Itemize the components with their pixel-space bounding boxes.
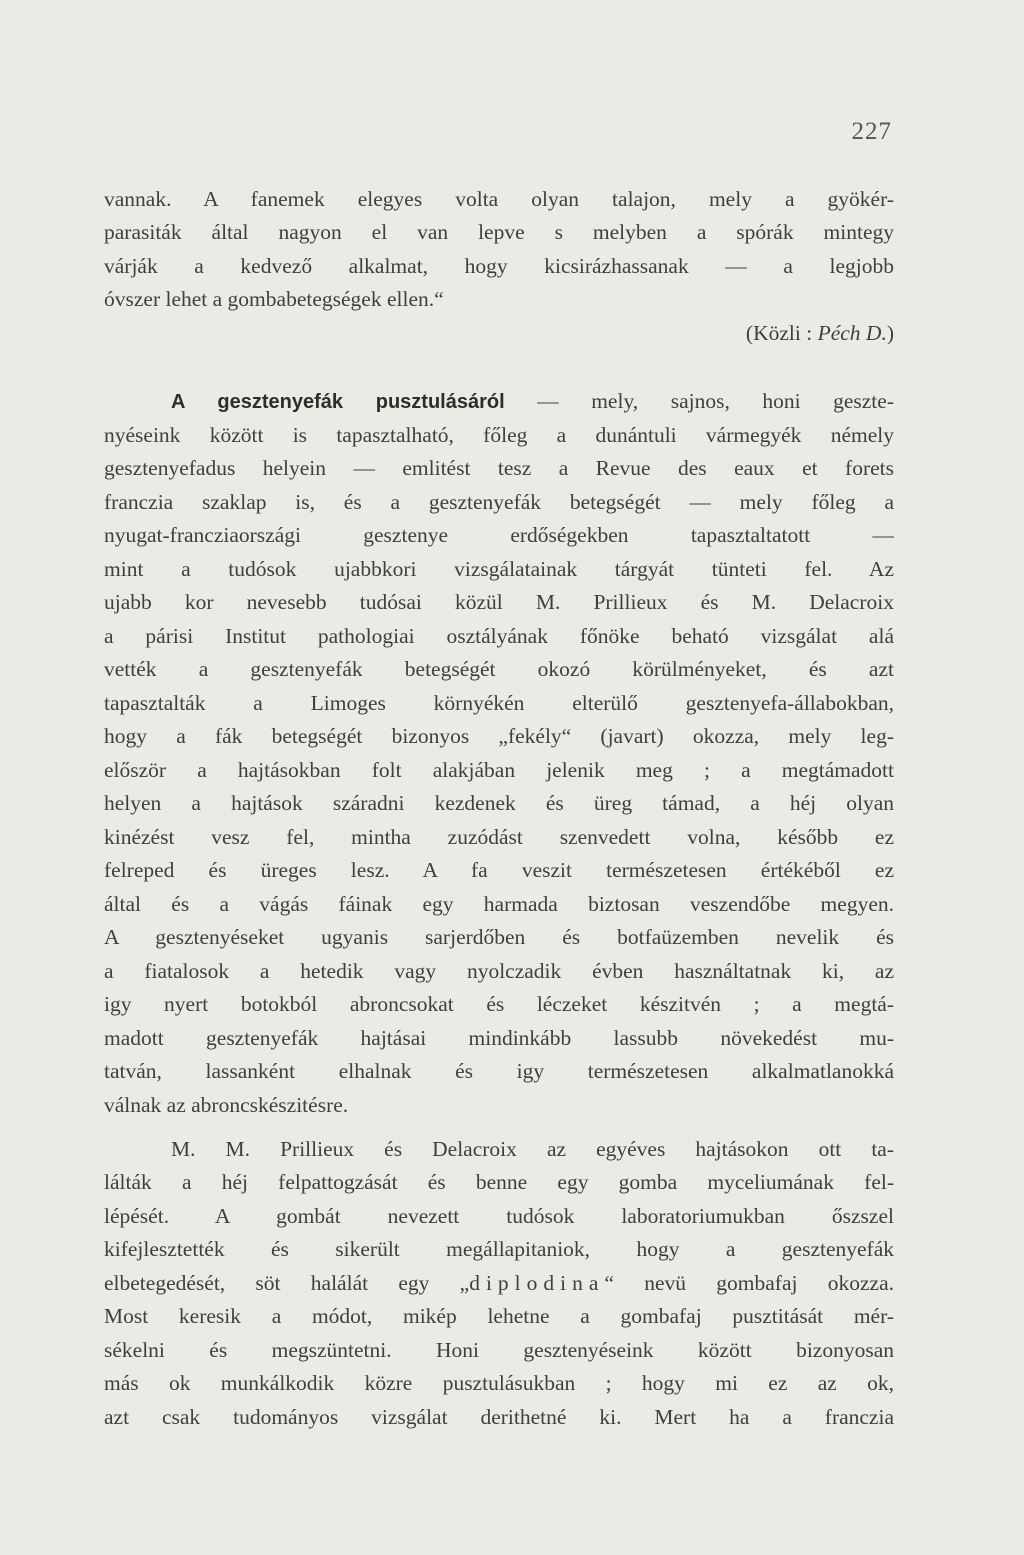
text-line: lálták a héj felpattogzását és benne egy gomba myceliumának fel- xyxy=(104,1170,894,1194)
text-line: vették a gesztenyefák betegségét okozó körülményeket, és azt xyxy=(104,657,894,681)
text-line: válnak az abroncskészitésre. xyxy=(104,1093,349,1117)
line-start: elbetegedését, söt halálát egy „ xyxy=(104,1271,470,1295)
heading-continuation: — mely, sajnos, honi geszte- xyxy=(504,389,894,413)
attribution-prefix: (Közli : xyxy=(745,321,818,345)
heading-line xyxy=(171,384,894,418)
text-line: igy nyert botokból abroncsokat és léczeket készitvén ; a megtá- xyxy=(104,992,894,1016)
text-line: várják a kedvező alkalmat, hogy kicsirázhassanak — a legjobb xyxy=(104,254,894,278)
text-line: kifejlesztették és sikerült megállapitaniok, hogy a gesztenyefák xyxy=(104,1237,894,1261)
text-line: a fiatalosok a hetedik vagy nyolczadik évben használtatnak ki, az xyxy=(104,959,894,983)
section-heading: A gesztenyefák pusztulásáról xyxy=(171,391,505,413)
text-line: óvszer lehet a gombabetegségek ellen.“ xyxy=(104,287,444,311)
attribution-author: Péch D. xyxy=(817,321,887,345)
text-line: sékelni és megszüntetni. Honi gesztenyéseink között bizonyosan xyxy=(104,1338,894,1362)
text-line xyxy=(104,1266,894,1300)
fungus-name: diplodina xyxy=(469,1271,605,1295)
page-number: 227 xyxy=(851,118,892,145)
text-line: lépését. A gombát nevezett tudósok laboratoriumukban őszszel xyxy=(104,1204,894,1228)
text-line: madott gesztenyefák hajtásai mindinkább lassubb növekedést mu- xyxy=(104,1026,894,1050)
text-line: Most keresik a módot, mikép lehetne a gombafaj pusztitását mér- xyxy=(104,1304,894,1328)
text-line: gesztenyefadus helyein — emlitést tesz a Revue des eaux et forets xyxy=(104,456,894,480)
text-line: A gesztenyéseket ugyanis sarjerdőben és botfaüzemben nevelik és xyxy=(104,925,894,949)
text-line: hogy a fák betegségét bizonyos „fekély“ (javart) okozza, mely leg- xyxy=(104,724,894,748)
text-line: parasiták által nagyon el van lepve s melyben a spórák mintegy xyxy=(104,220,894,244)
text-line: azt csak tudományos vizsgálat derithetné ki. Mert ha a franczia xyxy=(104,1405,894,1429)
text-line: által és a vágás fáinak egy harmada biztosan veszendőbe megyen. xyxy=(104,892,894,916)
attribution-line xyxy=(104,316,894,350)
text-line: ujabb kor nevesebb tudósai közül M. Prillieux és M. Delacroix xyxy=(104,590,894,614)
text-line: a párisi Institut pathologiai osztályának főnöke beható vizsgálat alá xyxy=(104,624,894,648)
line-end: “ nevü gombafaj okozza. xyxy=(604,1271,894,1295)
text-line: kinézést vesz fel, mintha zuzódást szenvedett volna, később ez xyxy=(104,825,894,849)
text-line: nyugat-francziaországi gesztenye erdőségekben tapasztaltatott — xyxy=(104,523,894,547)
text-line: mint a tudósok ujabbkori vizsgálatainak tárgyát tünteti fel. Az xyxy=(104,557,894,581)
text-line: tapasztalták a Limoges környékén elterülő gesztenyefa-állabokban, xyxy=(104,691,894,715)
text-line: nyéseink között is tapasztalható, főleg a dunántuli vármegyék némely xyxy=(104,423,894,447)
text-line: először a hajtásokban folt alakjában jelenik meg ; a megtámadott xyxy=(104,758,894,782)
text-line: M. M. Prillieux és Delacroix az egyéves hajtásokon ott ta- xyxy=(171,1137,894,1161)
text-line: helyen a hajtások száradni kezdenek és üreg támad, a héj olyan xyxy=(104,791,894,815)
text-line: felreped és üreges lesz. A fa veszit természetesen értékéből ez xyxy=(104,858,894,882)
attribution-suffix: ) xyxy=(886,321,894,345)
text-line: tatván, lassanként elhalnak és igy természetesen alkalmatlanokká xyxy=(104,1059,894,1083)
text-line: vannak. A fanemek elegyes volta olyan talajon, mely a gyökér- xyxy=(104,187,894,211)
text-line: más ok munkálkodik közre pusztulásukban ; hogy mi ez az ok, xyxy=(104,1371,894,1395)
text-line: franczia szaklap is, és a gesztenyefák betegségét — mely főleg a xyxy=(104,490,894,514)
